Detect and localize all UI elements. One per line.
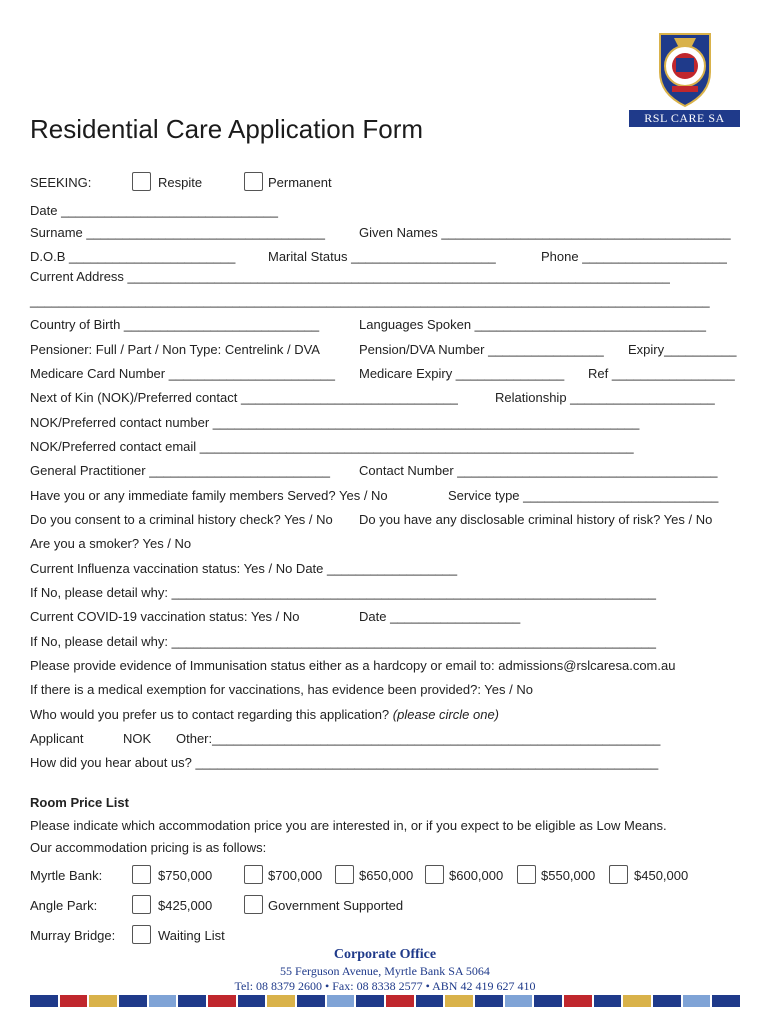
nok-field[interactable]: Next of Kin (NOK)/Preferred contact ______________________________ <box>30 390 458 405</box>
disclosable-history: Do you have any disclosable criminal history of risk? Yes / No <box>359 512 713 527</box>
murray-bridge-label: Murray Bridge: <box>30 928 116 943</box>
pension-number-field[interactable]: Pension/DVA Number ________________ <box>359 342 604 357</box>
footer-address: 55 Ferguson Avenue, Myrtle Bank SA 5064 <box>280 964 490 978</box>
org-name-banner: RSL CARE SA <box>629 110 740 127</box>
nok-number-field[interactable]: NOK/Preferred contact number ___________________________________________________________ <box>30 415 640 430</box>
surname-field[interactable]: Surname _________________________________ <box>30 225 325 240</box>
myrtle-650-checkbox[interactable] <box>335 865 354 884</box>
angle-govt-label: Government Supported <box>268 898 404 913</box>
phone-field[interactable]: Phone ____________________ <box>541 249 727 264</box>
myrtle-600-label: $600,000 <box>449 868 504 883</box>
footer-contact: Tel: 08 8379 2600 • Fax: 08 8338 2577 • ABN 42 419 627 410 <box>234 979 536 993</box>
respite-label: Respite <box>158 175 203 190</box>
pension-expiry-field[interactable]: Expiry__________ <box>628 342 737 357</box>
dob-field[interactable]: D.O.B _______________________ <box>30 249 236 264</box>
murray-waiting-label: Waiting List <box>158 928 225 943</box>
languages-spoken-field[interactable]: Languages Spoken ________________________________ <box>359 317 707 332</box>
angle-425-label: $425,000 <box>158 898 213 913</box>
current-address-field[interactable]: Current Address ___________________________________________________________________________ <box>30 269 670 284</box>
influenza-detail-field[interactable]: If No, please detail why: ___________________________________________________________________ <box>30 585 657 600</box>
angle-park-label: Angle Park: <box>30 898 98 913</box>
room-price-heading: Room Price List <box>30 795 129 810</box>
myrtle-700-checkbox[interactable] <box>244 865 263 884</box>
medicare-number-field[interactable]: Medicare Card Number _______________________ <box>30 366 336 381</box>
covid-detail-field[interactable]: If No, please detail why: ___________________________________________________________________ <box>30 634 657 649</box>
contact-preference-question <box>30 707 499 723</box>
angle-425-checkbox[interactable] <box>132 895 151 914</box>
gp-field[interactable]: General Practitioner _________________________ <box>30 463 330 478</box>
nok-email-field[interactable]: NOK/Preferred contact email ____________________________________________________________ <box>30 439 634 454</box>
myrtle-550-label: $550,000 <box>541 868 596 883</box>
rsl-emblem-icon <box>652 28 718 108</box>
page-title: Residential Care Application Form <box>30 114 424 144</box>
country-of-birth-field[interactable]: Country of Birth ___________________________ <box>30 317 320 332</box>
myrtle-600-checkbox[interactable] <box>425 865 444 884</box>
angle-govt-checkbox[interactable] <box>244 895 263 914</box>
myrtle-700-label: $700,000 <box>268 868 323 883</box>
room-price-intro-2: Our accommodation pricing is as follows: <box>30 840 267 855</box>
immunisation-evidence-text: Please provide evidence of Immunisation status either as a hardcopy or email to: admissions@rslcaresa.com.au <box>30 658 676 673</box>
respite-checkbox[interactable] <box>132 172 151 191</box>
seeking-label: SEEKING: <box>30 175 92 190</box>
contact-preference-text: Who would you prefer us to contact regarding this application? <box>30 707 390 722</box>
footer-heading: Corporate Office <box>333 947 437 962</box>
decorative-color-strip <box>30 995 740 1007</box>
permanent-label: Permanent <box>268 175 332 190</box>
contact-option-nok[interactable]: NOK <box>123 731 152 746</box>
myrtle-750-checkbox[interactable] <box>132 865 151 884</box>
referral-source-field[interactable]: How did you hear about us? ________________________________________________________________ <box>30 755 659 770</box>
medicare-ref-field[interactable]: Ref _________________ <box>588 366 735 381</box>
myrtle-650-label: $650,000 <box>359 868 414 883</box>
room-price-intro: Please indicate which accommodation price you are interested in, or if you expect to be eligible as Low Means. <box>30 818 667 833</box>
myrtle-bank-label: Myrtle Bank: <box>30 868 103 883</box>
marital-status-field[interactable]: Marital Status ____________________ <box>268 249 496 264</box>
rsl-logo <box>652 28 718 108</box>
myrtle-450-label: $450,000 <box>634 868 689 883</box>
permanent-checkbox[interactable] <box>244 172 263 191</box>
murray-waiting-checkbox[interactable] <box>132 925 151 944</box>
covid-date-field[interactable]: Date __________________ <box>359 609 521 624</box>
service-type-field[interactable]: Service type ___________________________ <box>448 488 719 503</box>
served-question: Have you or any immediate family members Served? Yes / No <box>30 488 388 503</box>
myrtle-450-checkbox[interactable] <box>609 865 628 884</box>
pensioner-type: Pensioner: Full / Part / Non Type: Centrelink / DVA <box>30 342 320 357</box>
given-names-field[interactable]: Given Names ________________________________________ <box>359 225 731 240</box>
current-address-line2[interactable]: ______________________________________________________________________________________________ <box>30 293 710 308</box>
smoker-question: Are you a smoker? Yes / No <box>30 536 192 551</box>
myrtle-750-label: $750,000 <box>158 868 213 883</box>
medicare-expiry-field[interactable]: Medicare Expiry _______________ <box>359 366 565 381</box>
contact-option-other-field[interactable]: Other:______________________________________________________________ <box>176 731 661 746</box>
criminal-check-consent: Do you consent to a criminal history check? Yes / No <box>30 512 333 527</box>
contact-option-applicant[interactable]: Applicant <box>30 731 84 746</box>
influenza-status-field[interactable]: Current Influenza vaccination status: Yes / No Date __________________ <box>30 561 458 576</box>
medical-exemption-question: If there is a medical exemption for vaccinations, has evidence been provided?: Yes / No <box>30 682 533 697</box>
contact-preference-note: (please circle one) <box>392 707 499 722</box>
myrtle-550-checkbox[interactable] <box>517 865 536 884</box>
covid-status-question: Current COVID-19 vaccination status: Yes / No <box>30 609 300 624</box>
relationship-field[interactable]: Relationship ____________________ <box>495 390 715 405</box>
date-field[interactable]: Date ______________________________ <box>30 203 278 218</box>
gp-contact-number-field[interactable]: Contact Number ____________________________________ <box>359 463 718 478</box>
